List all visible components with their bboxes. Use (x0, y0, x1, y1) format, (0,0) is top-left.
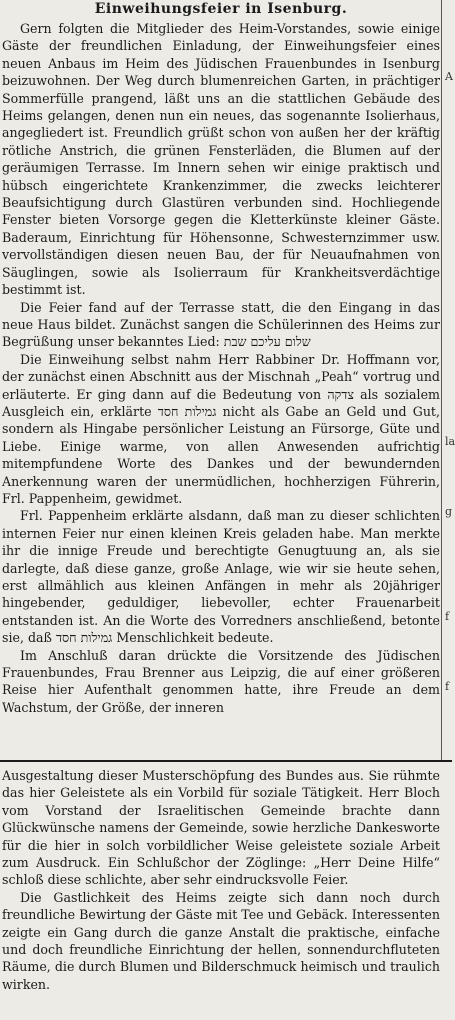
paragraph-hospitality: Die Gastlichkeit des Heims zeigte sich dann noch durch freundliche Bewirtung der Gäste mit Tee und Gebäck. Interessenten zeigte ein Gang durch die ganze Anstalt die praktische, einfache und doch freundliche Einrichtung der hellen, sonnendurchfluteten Räume, die durch Blumen und Bilderschmuck heimisch und traulich wirken. (2, 889, 440, 992)
paragraph-rabbi-speech: Die Einweihung selbst nahm Herr Rabbiner Dr. Hoffmann vor, der zunächst einen Abschnitt aus der Mischnah „Peah“ vortrug und erläuterte. Er ging dann auf die Bedeutung von צדקה als sozialem Ausgleich ein, erklärte גמילות חסד nicht als Gabe an Geld und Gut, sondern als Hingabe persönlicher Leistung an Fürsorge, Güte und Liebe. Einige warme, von allen Anwesenden aufrichtig mitempfundene Worte des Dankes und der bewundernden Anerkennung waren der unermüdlichen, hochherzigen Führerin, Frl. Pappenheim, gewidmet. (2, 351, 440, 506)
adjacent-column-fragment: f (445, 680, 450, 693)
adjacent-column-fragment: f (445, 610, 450, 623)
column-divider (441, 0, 442, 760)
paragraph-continuation: Ausgestaltung dieser Musterschöpfung des Bundes aus. Sie rühmte das hier Geleistete als ein Vorbild für soziale Tätigkeit. Herr Bloch vom Vorstand der Israelitischen Gemeinde brachte dann Glückwünsche namens der Gemeinde, sowie herzliche Dankesworte für die hier in solch vorbildlicher Weise geleistete soziale Arbeit zum Ausdruck. Ein Schlußchor der Zöglinge: „Herr Deine Hilfe“ schloß diese schlichte, aber sehr eindrucksvolle Feier. (2, 768, 440, 888)
paragraph-brenner: Im Anschluß daran drückte die Vorsitzende des Jüdischen Frauenbundes, Frau Brenner aus Leipzig, die auf einer größeren Reise hier Aufenthalt genommen hatte, ihre Freude an dem Wachstum, der Größe, der inneren (2, 647, 440, 715)
paragraph-pappenheim: Frl. Pappenheim erklärte alsdann, daß man zu dieser schlichten internen Feier nur einen kleinen Kreis geladen habe. Man merkte ihr die innige Freude und berechtigte Genugtuung an, als sie darlegte, daß diese ganze, große Anlage, wie wir sie heute sehen, erst allmählich aus kleinen Anfängen in mehr als 20jähriger hingebender, geduldiger, liebevoller, echter Frauenarbeit entstanden ist. An die Worte des Vorredners anschließend, betonte sie, daß גמילות חסד Menschlichkeit bedeute. (2, 508, 440, 646)
article-title: Einweihungsfeier in Isenburg. (94, 1, 348, 17)
adjacent-column-fragment: A (445, 70, 453, 83)
adjacent-column-fragment: la (445, 435, 455, 448)
article-bottom-column (2, 767, 440, 993)
paragraph-intro: Gern folgten die Mitglieder des Heim-Vorstandes, sowie einige Gäste der freundlichen Einladung, der Einweihungsfeier eines neuen Anbaus im Heim des Jüdischen Frauenbundes in Isenburg beizuwohnen. Der Weg durch blumenreichen Garten, in prächtiger Sommerfülle prangend, läßt uns an die stattlichen Gebäude des Heims gelangen, denen nun ein neues, das sogenannte Isolierhaus, angegliedert ist. Freundlich grüßt schon von außen her der kräftig rötliche Anstrich, die grünen Fensterläden, die Blumen auf der geräumigen Terrasse. Im Innern sehen wir einige praktisch und hübsch eingerichtete Krankenzimmer, die zwecks leichterer Beaufsichtigung durch Glastüren verbunden sind. Hochliegende Fenster bieten Vorsorge gegen die Kletterkünste kleiner Gäste. Baderaum, Einrichtung für Höhensonne, Schwesternzimmer usw. vervollständigen diesen neuen Bau, der für Neuaufnahmen von Säuglingen, sowie als Isolierraum für Krankheitsverdächtige bestimmt ist. (2, 21, 440, 298)
paragraph-ceremony: Die Feier fand auf der Terrasse statt, die den Eingang in das neue Haus bildet. Zunächst sangen die Schülerinnen des Heims zur Begrüßung unser bekanntes Lied: שלום עליכם שבת (2, 299, 440, 350)
adjacent-column-fragment: g (445, 505, 453, 518)
section-rule (0, 760, 452, 762)
article-top-column (2, 0, 440, 716)
